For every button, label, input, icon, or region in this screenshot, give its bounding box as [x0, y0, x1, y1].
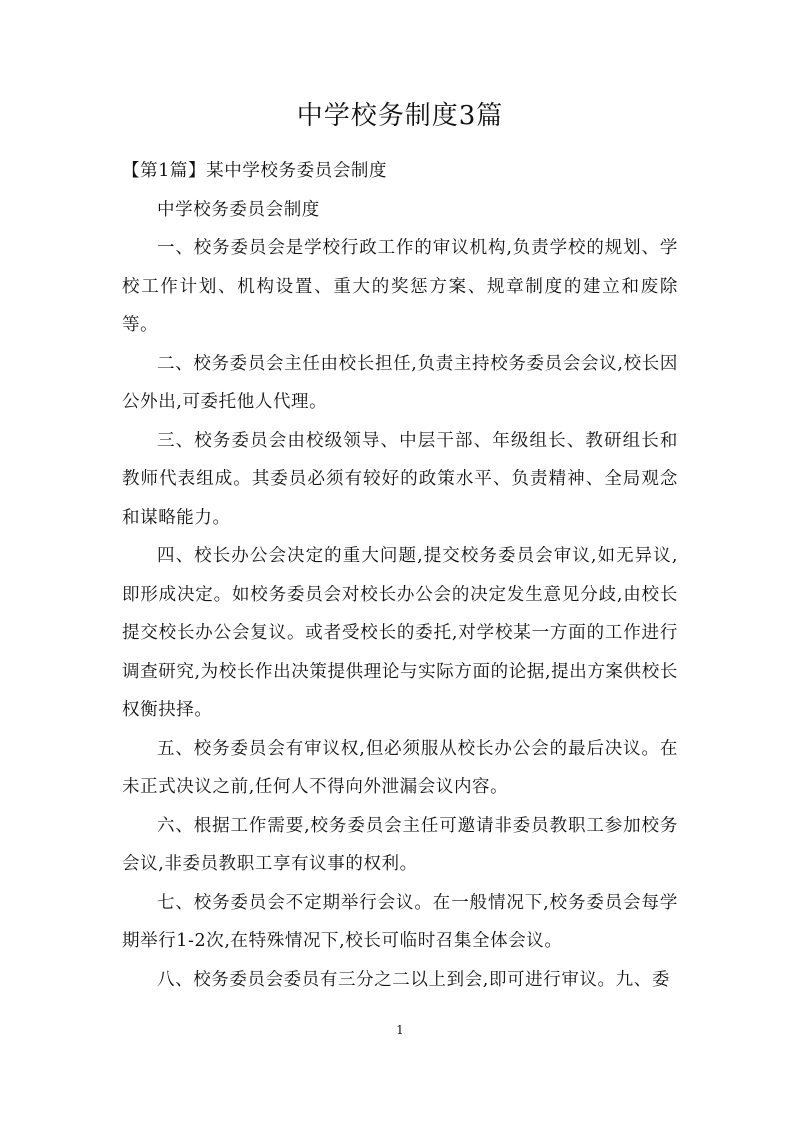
document-body [122, 152, 678, 999]
section-subtitle: 中学校务委员会制度 [157, 199, 320, 220]
document-title: 中学校务制度3篇 [296, 101, 504, 131]
paragraph: 二、校务委员会主任由校长担任,负责主持校务委员会会议,校长因公外出,可委托他人代理。 [122, 353, 678, 412]
paragraph: 五、校务委员会有审议权,但必须服从校长办公会的最后决议。在未正式决议之前,任何人不得向外泄漏会议内容。 [122, 738, 678, 797]
paragraph: 三、校务委员会由校级领导、中层干部、年级组长、教研组长和教师代表组成。其委员必须有较好的政策水平、负责精神、全局观念和谋略能力。 [122, 430, 678, 528]
page-number: 1 [396, 1023, 404, 1037]
paragraph: 四、校长办公会决定的重大问题,提交校务委员会审议,如无异议,即形成决定。如校务委员会对校长办公会的决定发生意见分歧,由校长提交校长办公会复议。或者受校长的委托,对学校某一方面的工作进行调查研究,为校长作出决策提供理论与实际方面的论据,提出方案供校长权衡抉择。 [122, 546, 678, 720]
paragraph: 八、校务委员会委员有三分之二以上到会,即可进行审议。九、委 [157, 969, 670, 990]
paragraph: 六、根据工作需要,校务委员会主任可邀请非委员教职工参加校务会议,非委员教职工享有议事的权利。 [122, 815, 678, 874]
paragraph: 一、校务委员会是学校行政工作的审议机构,负责学校的规划、学校工作计划、机构设置、重大的奖惩方案、规章制度的建立和废除等。 [122, 238, 678, 335]
paragraph: 七、校务委员会不定期举行会议。在一般情况下,校务委员会每学期举行1-2次,在特殊情况下,校长可临时召集全体会议。 [122, 892, 678, 951]
chapter-heading: 【第1篇】某中学校务委员会制度 [122, 161, 388, 181]
